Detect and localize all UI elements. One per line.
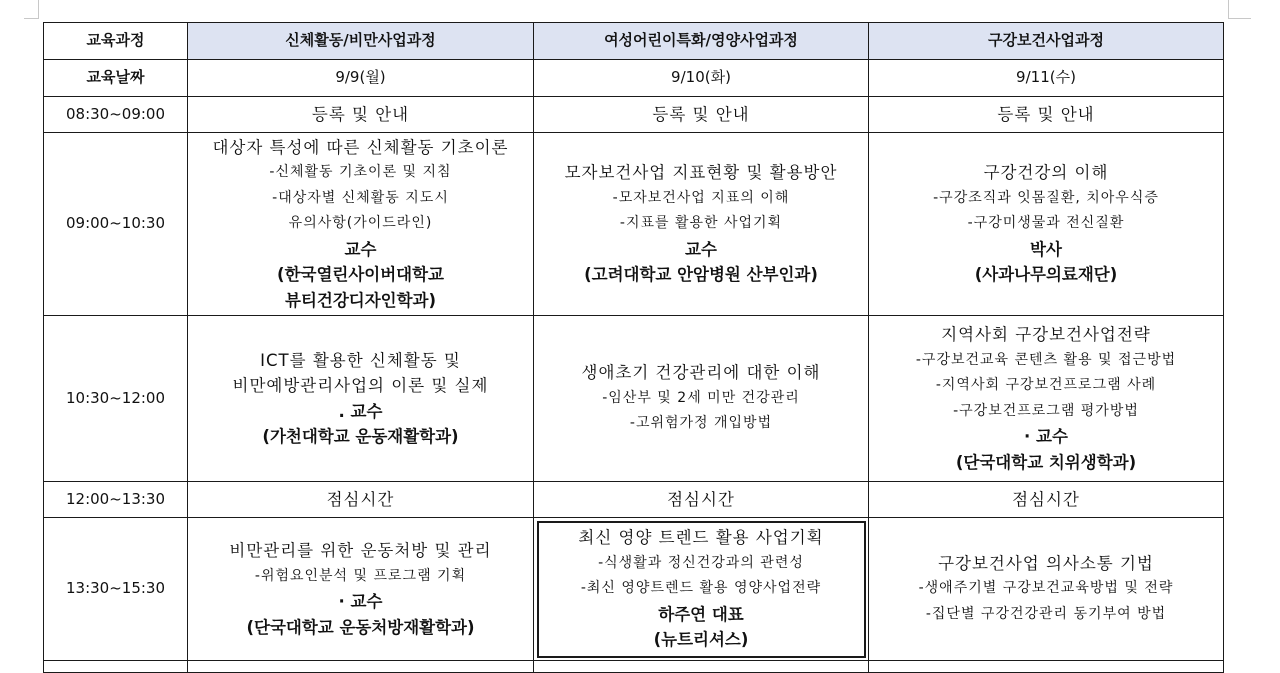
instructor-line: 하주연 대표 xyxy=(658,604,744,624)
course-header: 신체활동/비만사업과정 xyxy=(188,23,534,60)
session-cell xyxy=(188,518,534,661)
session-cell xyxy=(869,518,1224,661)
topic-subline: -위험요인분석 및 프로그램 기획 xyxy=(254,567,467,584)
topic-title: 점심시간 xyxy=(667,489,735,509)
topic-subline: -구강보건교육 콘텐츠 활용 및 접근방법 xyxy=(915,351,1177,368)
schedule-row xyxy=(44,518,1224,661)
instructor-line: (한국열린사이버대학교 xyxy=(277,265,444,285)
topic-title: 점심시간 xyxy=(326,489,395,509)
instructor-line: (뉴트리셔스) xyxy=(653,630,749,650)
topic-subline: -대상자별 신체활동 지도시 xyxy=(272,189,449,206)
course-header: 여성어린이특화/영양사업과정 xyxy=(534,23,869,60)
topic-subline: -지역사회 구강보건프로그램 사례 xyxy=(935,377,1157,393)
instructor-line: (사과나무의료재단) xyxy=(974,265,1118,285)
topic-title: 등록 및 안내 xyxy=(997,104,1095,124)
topic-title: 등록 및 안내 xyxy=(652,104,750,124)
page-corner-mark-left xyxy=(24,0,39,19)
schedule-row xyxy=(44,482,1224,518)
session-cell xyxy=(188,133,534,316)
date-label: 교육날짜 xyxy=(44,60,188,97)
instructor-line: (가천대학교 운동재활학과) xyxy=(262,427,459,446)
session-cell xyxy=(534,133,869,316)
instructor-line: (단국대학교 운동처방재활학과) xyxy=(246,617,475,637)
topic-subline: -구강조직과 잇몸질환, 치아우식증 xyxy=(933,189,1159,206)
topic-title: 최신 영양 트렌드 활용 사업기획 xyxy=(578,528,824,548)
instructor-line: (고려대학교 안암병원 산부인과) xyxy=(584,265,818,285)
instructor-line: 교수 xyxy=(344,239,377,259)
course-header-label: 교육과정 xyxy=(44,23,188,60)
instructor-line: · 교수 xyxy=(1024,427,1068,446)
schedule-row xyxy=(44,97,1224,133)
topic-title: 구강보건사업 의사소통 기법 xyxy=(938,553,1154,573)
topic-title: 생애초기 건강관리에 대한 이해 xyxy=(581,363,821,383)
topic-subline: -구강보건프로그램 평가방법 xyxy=(953,402,1139,419)
instructor-line: 박사 xyxy=(1030,239,1062,259)
topic-title: 비만관리를 위한 운동처방 및 관리 xyxy=(229,541,492,560)
session-cell xyxy=(869,97,1224,133)
session-cell xyxy=(188,97,534,133)
topic-subline: 유의사항(가이드라인) xyxy=(288,215,433,232)
topic-subline: -고위험가정 개입방법 xyxy=(629,415,773,432)
session-cell xyxy=(188,316,534,482)
schedule-row xyxy=(44,316,1224,482)
next-row-partial xyxy=(44,661,1224,673)
topic-subline: -지표를 활용한 사업기획 xyxy=(619,215,783,232)
topic-subline: -임산부 및 2세 미만 건강관리 xyxy=(602,389,800,406)
time-slot: 09:00~10:30 xyxy=(44,133,188,316)
schedule-row xyxy=(44,133,1224,316)
date-row xyxy=(44,60,1224,97)
session-cell xyxy=(534,97,869,133)
topic-subline: -모자보건사업 지표의 이해 xyxy=(612,189,790,206)
session-cell xyxy=(869,316,1224,482)
topic-title: 지역사회 구강보건사업전략 xyxy=(941,325,1151,344)
session-cell xyxy=(869,133,1224,316)
session-cell xyxy=(534,518,869,661)
topic-title: 대상자 특성에 따른 신체활동 기초이론 xyxy=(212,137,509,157)
topic-subline: -집단별 구강건강관리 동기부여 방법 xyxy=(925,605,1167,622)
session-cell xyxy=(188,482,534,518)
time-slot: 12:00~13:30 xyxy=(44,482,188,518)
topic-title: 모자보건사업 지표현황 및 활용방안 xyxy=(564,163,838,183)
time-slot: 13:30~15:30 xyxy=(44,518,188,661)
instructor-line: . 교수 xyxy=(338,401,383,421)
time-slot: 10:30~12:00 xyxy=(44,316,188,482)
topic-title: 점심시간 xyxy=(1012,489,1080,509)
date-cell: 9/9(월) xyxy=(188,60,534,97)
topic-title: 구강건강의 이해 xyxy=(983,163,1109,183)
instructor-line: 뷰티건강디자인학과) xyxy=(285,290,436,310)
course-header-row xyxy=(44,23,1224,60)
topic-subline: -식생활과 정신건강과의 관련성 xyxy=(598,554,804,571)
topic-title: ICT를 활용한 신체활동 및 xyxy=(260,350,461,370)
instructor-line: · 교수 xyxy=(338,592,383,611)
topic-subline: -구강미생물과 전신질환 xyxy=(967,215,1125,232)
topic-subline: -생애주기별 구강보건교육방법 및 전략 xyxy=(918,580,1174,597)
session-cell xyxy=(534,482,869,518)
topic-title: 비만예방관리사업의 이론 및 실제 xyxy=(232,376,489,395)
time-slot: 08:30~09:00 xyxy=(44,97,188,133)
instructor-line: 교수 xyxy=(685,239,717,259)
topic-title: 등록 및 안내 xyxy=(311,104,410,124)
topic-subline: -신체활동 기초이론 및 지침 xyxy=(269,164,452,181)
date-cell: 9/10(화) xyxy=(534,60,869,97)
session-cell xyxy=(869,482,1224,518)
course-header: 구강보건사업과정 xyxy=(869,23,1224,60)
session-cell xyxy=(534,316,869,482)
date-cell: 9/11(수) xyxy=(869,60,1224,97)
topic-subline: -최신 영양트렌드 활용 영양사업전략 xyxy=(580,580,822,597)
instructor-line: (단국대학교 치위생학과) xyxy=(955,452,1137,472)
page-corner-mark-right xyxy=(1228,0,1251,19)
schedule-table xyxy=(43,22,1224,673)
